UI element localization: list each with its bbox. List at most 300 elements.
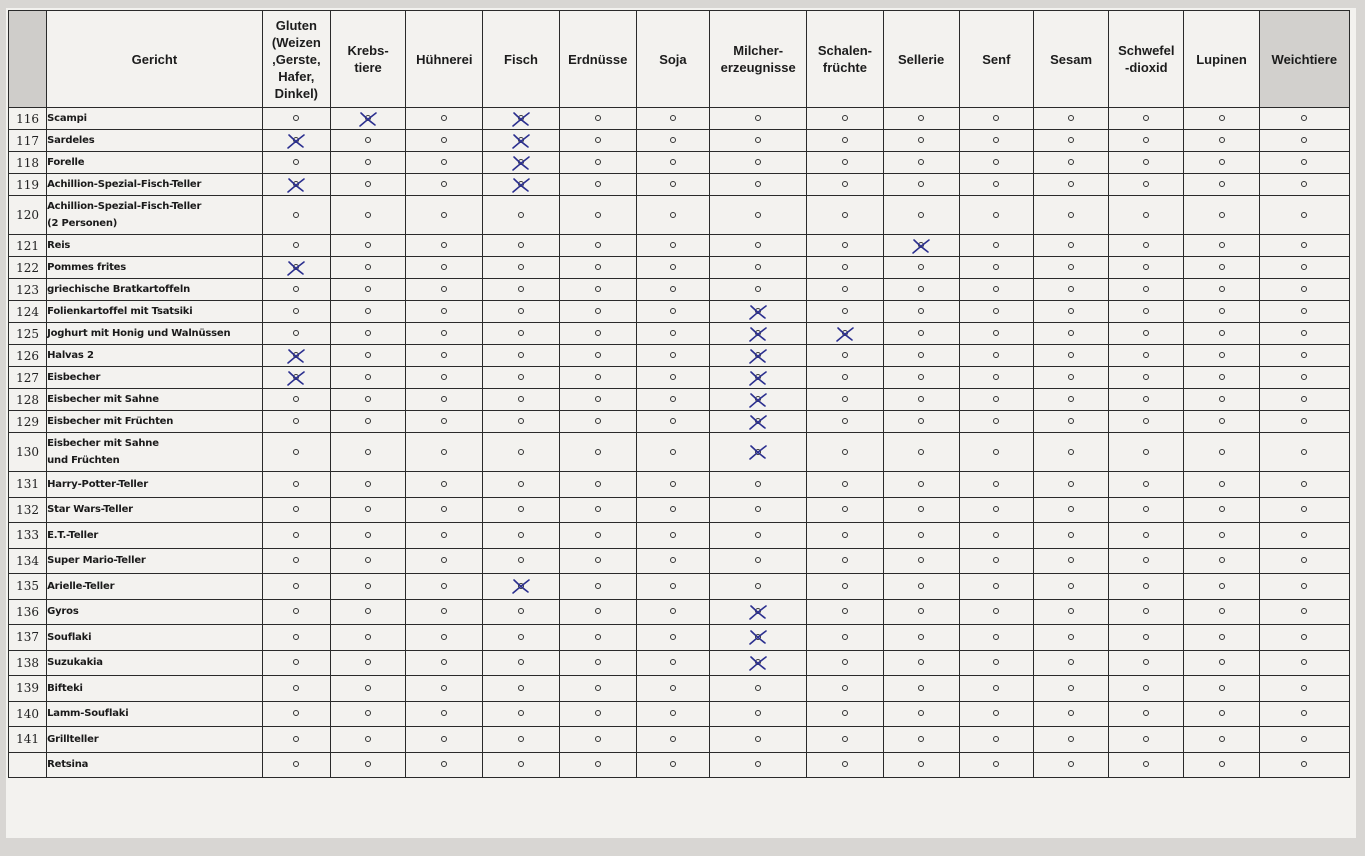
allergen-cell	[710, 574, 807, 600]
circle-icon	[1219, 659, 1225, 665]
allergen-cell	[959, 433, 1033, 472]
circle-icon	[670, 137, 676, 143]
cross-mark-icon	[747, 325, 769, 343]
circle-icon	[365, 396, 371, 402]
allergen-cell	[1109, 345, 1184, 367]
allergen-cell	[1259, 727, 1349, 753]
circle-icon	[1068, 608, 1074, 614]
circle-icon	[293, 481, 299, 487]
circle-icon	[1143, 761, 1149, 767]
circle-icon	[1219, 330, 1225, 336]
dish-number: 120	[9, 196, 47, 235]
allergen-cell	[330, 411, 405, 433]
allergen-cell	[710, 174, 807, 196]
circle-icon	[1143, 181, 1149, 187]
allergen-cell	[883, 389, 959, 411]
allergen-cell	[807, 367, 883, 389]
circle-icon	[670, 242, 676, 248]
circle-icon	[1301, 374, 1307, 380]
circle-icon	[1301, 159, 1307, 165]
circle-icon	[293, 308, 299, 314]
allergen-cell	[636, 701, 709, 727]
allergen-cell	[262, 433, 330, 472]
allergen-cell	[262, 389, 330, 411]
dish-number: 129	[9, 411, 47, 433]
allergen-cell	[636, 472, 709, 498]
circle-icon	[441, 396, 447, 402]
cross-mark-icon	[285, 259, 307, 277]
circle-icon	[670, 264, 676, 270]
circle-icon	[518, 449, 524, 455]
allergen-cell	[483, 389, 559, 411]
allergen-cell	[559, 472, 636, 498]
allergen-cell	[1184, 727, 1259, 753]
allergen-cell	[483, 433, 559, 472]
circle-icon	[1301, 330, 1307, 336]
circle-icon	[1068, 557, 1074, 563]
allergen-cell	[710, 433, 807, 472]
circle-icon	[1068, 418, 1074, 424]
allergen-cell	[330, 701, 405, 727]
allergen-cell	[262, 108, 330, 130]
allergen-cell	[710, 130, 807, 152]
allergen-cell	[883, 650, 959, 676]
circle-icon	[918, 181, 924, 187]
dish-name: Gyros	[47, 599, 263, 625]
circle-icon	[918, 352, 924, 358]
allergen-cell	[710, 152, 807, 174]
circle-icon	[842, 506, 848, 512]
circle-icon	[993, 115, 999, 121]
allergen-cell	[710, 279, 807, 301]
circle-icon	[1068, 736, 1074, 742]
circle-icon	[441, 710, 447, 716]
allergen-cell	[1184, 523, 1259, 549]
circle-icon	[1143, 330, 1149, 336]
allergen-cell	[559, 235, 636, 257]
allergen-cell	[1033, 411, 1108, 433]
allergen-cell	[1259, 130, 1349, 152]
circle-icon	[441, 557, 447, 563]
circle-icon	[755, 481, 761, 487]
circle-icon	[365, 532, 371, 538]
circle-icon	[518, 242, 524, 248]
circle-icon	[842, 449, 848, 455]
circle-icon	[293, 532, 299, 538]
allergen-cell	[559, 701, 636, 727]
allergen-cell	[1109, 152, 1184, 174]
circle-icon	[1143, 736, 1149, 742]
allergen-cell	[807, 599, 883, 625]
circle-icon	[918, 330, 924, 336]
allergen-cell	[406, 301, 483, 323]
circle-icon	[365, 418, 371, 424]
dish-number: 127	[9, 367, 47, 389]
dish-name: Scampi	[47, 108, 263, 130]
circle-icon	[293, 583, 299, 589]
circle-icon	[993, 418, 999, 424]
circle-icon	[518, 212, 524, 218]
allergen-cell	[262, 497, 330, 523]
allergen-cell	[406, 625, 483, 651]
allergen-cell	[262, 599, 330, 625]
allergen-cell	[1033, 389, 1108, 411]
circle-icon	[441, 685, 447, 691]
allergen-cell	[406, 235, 483, 257]
cross-mark-icon	[510, 176, 532, 194]
allergen-cell	[1109, 433, 1184, 472]
allergen-cell	[330, 574, 405, 600]
circle-icon	[293, 330, 299, 336]
circle-icon	[670, 736, 676, 742]
circle-icon	[518, 659, 524, 665]
circle-icon	[993, 710, 999, 716]
dish-name: Retsina	[47, 752, 263, 778]
circle-icon	[365, 481, 371, 487]
allergen-cell	[883, 676, 959, 702]
allergen-cell	[636, 389, 709, 411]
allergen-cell	[1033, 752, 1108, 778]
allergen-cell	[807, 625, 883, 651]
circle-icon	[1068, 506, 1074, 512]
allergen-cell	[483, 130, 559, 152]
allergen-cell	[1184, 108, 1259, 130]
allergen-cell	[262, 279, 330, 301]
allergen-cell	[406, 548, 483, 574]
circle-icon	[842, 710, 848, 716]
allergen-cell	[483, 625, 559, 651]
circle-icon	[918, 286, 924, 292]
header-allergen: Schalen- früchte	[807, 11, 883, 108]
circle-icon	[670, 396, 676, 402]
circle-icon	[1219, 308, 1225, 314]
cross-mark-icon	[285, 347, 307, 365]
allergen-cell	[1259, 235, 1349, 257]
circle-icon	[1143, 286, 1149, 292]
circle-icon	[1219, 532, 1225, 538]
circle-icon	[993, 330, 999, 336]
circle-icon	[1219, 506, 1225, 512]
allergen-cell	[1184, 130, 1259, 152]
allergen-cell	[1184, 345, 1259, 367]
allergen-cell	[636, 599, 709, 625]
dish-number: 121	[9, 235, 47, 257]
circle-icon	[918, 710, 924, 716]
allergen-cell	[1259, 367, 1349, 389]
circle-icon	[595, 181, 601, 187]
allergen-cell	[406, 279, 483, 301]
dish-name: Bifteki	[47, 676, 263, 702]
circle-icon	[755, 761, 761, 767]
allergen-cell	[883, 497, 959, 523]
circle-icon	[755, 583, 761, 589]
allergen-cell	[262, 752, 330, 778]
allergen-cell	[883, 727, 959, 753]
circle-icon	[993, 352, 999, 358]
dish-name: Achillion-Spezial-Fisch-Teller	[47, 174, 263, 196]
allergen-cell	[710, 301, 807, 323]
allergen-cell	[262, 472, 330, 498]
circle-icon	[993, 557, 999, 563]
allergen-cell	[1109, 625, 1184, 651]
circle-icon	[918, 264, 924, 270]
circle-icon	[842, 137, 848, 143]
header-allergen: Soja	[636, 11, 709, 108]
dish-name: Achillion-Spezial-Fisch-Teller (2 Personen)	[47, 196, 263, 235]
circle-icon	[1143, 532, 1149, 538]
circle-icon	[1068, 286, 1074, 292]
circle-icon	[365, 634, 371, 640]
dish-name: Lamm-Souflaki	[47, 701, 263, 727]
allergen-cell	[807, 235, 883, 257]
header-allergen: Erdnüsse	[559, 11, 636, 108]
circle-icon	[1301, 352, 1307, 358]
allergen-cell	[406, 108, 483, 130]
circle-icon	[293, 710, 299, 716]
allergen-cell	[1184, 235, 1259, 257]
allergen-cell	[406, 389, 483, 411]
circle-icon	[842, 583, 848, 589]
circle-icon	[1068, 583, 1074, 589]
circle-icon	[441, 242, 447, 248]
circle-icon	[918, 159, 924, 165]
table-row	[9, 625, 1350, 651]
circle-icon	[595, 418, 601, 424]
circle-icon	[1143, 583, 1149, 589]
dish-number: 136	[9, 599, 47, 625]
circle-icon	[1143, 137, 1149, 143]
allergen-cell	[807, 650, 883, 676]
circle-icon	[518, 418, 524, 424]
circle-icon	[993, 159, 999, 165]
allergen-cell	[1109, 301, 1184, 323]
allergen-cell	[1033, 323, 1108, 345]
circle-icon	[993, 481, 999, 487]
allergen-cell	[406, 257, 483, 279]
circle-icon	[1068, 634, 1074, 640]
circle-icon	[518, 308, 524, 314]
circle-icon	[842, 159, 848, 165]
allergen-cell	[807, 345, 883, 367]
circle-icon	[1068, 396, 1074, 402]
circle-icon	[670, 115, 676, 121]
circle-icon	[842, 418, 848, 424]
allergen-cell	[1184, 676, 1259, 702]
allergen-cell	[1259, 389, 1349, 411]
header-number-cell	[9, 11, 47, 108]
allergen-cell	[636, 548, 709, 574]
circle-icon	[518, 710, 524, 716]
circle-icon	[993, 137, 999, 143]
circle-icon	[595, 374, 601, 380]
circle-icon	[1219, 449, 1225, 455]
dish-number: 123	[9, 279, 47, 301]
circle-icon	[918, 583, 924, 589]
dish-name: Eisbecher mit Sahne und Früchten	[47, 433, 263, 472]
circle-icon	[365, 330, 371, 336]
circle-icon	[1143, 212, 1149, 218]
allergen-cell	[883, 196, 959, 235]
circle-icon	[595, 286, 601, 292]
allergen-cell	[406, 497, 483, 523]
allergen-cell	[1109, 411, 1184, 433]
allergen-cell	[883, 625, 959, 651]
circle-icon	[1301, 506, 1307, 512]
allergen-cell	[483, 752, 559, 778]
allergen-cell	[1184, 411, 1259, 433]
circle-icon	[755, 685, 761, 691]
allergen-cell	[1033, 625, 1108, 651]
allergen-cell	[559, 279, 636, 301]
allergen-cell	[483, 701, 559, 727]
table-row	[9, 389, 1350, 411]
dish-name: Suzukakia	[47, 650, 263, 676]
allergen-cell	[262, 130, 330, 152]
allergen-cell	[406, 345, 483, 367]
allergen-cell	[330, 472, 405, 498]
allergen-cell	[959, 174, 1033, 196]
allergen-cell	[807, 676, 883, 702]
circle-icon	[1219, 710, 1225, 716]
allergen-cell	[559, 130, 636, 152]
allergen-cell	[1184, 497, 1259, 523]
cross-mark-icon	[747, 603, 769, 621]
circle-icon	[595, 608, 601, 614]
allergen-cell	[406, 599, 483, 625]
allergen-cell	[330, 345, 405, 367]
circle-icon	[842, 242, 848, 248]
circle-icon	[365, 137, 371, 143]
allergen-cell	[959, 367, 1033, 389]
circle-icon	[755, 159, 761, 165]
circle-icon	[595, 557, 601, 563]
allergen-cell	[262, 235, 330, 257]
circle-icon	[365, 242, 371, 248]
allergen-cell	[330, 650, 405, 676]
circle-icon	[1301, 659, 1307, 665]
allergen-cell	[959, 257, 1033, 279]
allergen-cell	[262, 727, 330, 753]
circle-icon	[365, 506, 371, 512]
allergen-cell	[959, 625, 1033, 651]
circle-icon	[755, 506, 761, 512]
circle-icon	[1068, 264, 1074, 270]
allergen-cell	[883, 279, 959, 301]
allergen-cell	[483, 650, 559, 676]
circle-icon	[842, 286, 848, 292]
circle-icon	[441, 659, 447, 665]
circle-icon	[918, 212, 924, 218]
table-row	[9, 574, 1350, 600]
allergen-cell	[807, 389, 883, 411]
allergen-cell	[1109, 574, 1184, 600]
circle-icon	[993, 449, 999, 455]
circle-icon	[1301, 115, 1307, 121]
circle-icon	[518, 532, 524, 538]
allergen-cell	[1184, 152, 1259, 174]
allergen-cell	[483, 152, 559, 174]
allergen-cell	[262, 301, 330, 323]
dish-name: Eisbecher	[47, 367, 263, 389]
circle-icon	[1068, 532, 1074, 538]
allergen-cell	[636, 433, 709, 472]
allergen-cell	[1184, 599, 1259, 625]
circle-icon	[1219, 608, 1225, 614]
circle-icon	[993, 532, 999, 538]
circle-icon	[293, 761, 299, 767]
allergen-cell	[559, 411, 636, 433]
dish-number: 130	[9, 433, 47, 472]
header-allergen: Schwefel -dioxid	[1109, 11, 1184, 108]
circle-icon	[518, 685, 524, 691]
allergen-cell	[883, 701, 959, 727]
allergen-cell	[330, 625, 405, 651]
circle-icon	[1068, 374, 1074, 380]
circle-icon	[595, 634, 601, 640]
circle-icon	[670, 685, 676, 691]
circle-icon	[670, 352, 676, 358]
circle-icon	[365, 286, 371, 292]
circle-icon	[293, 115, 299, 121]
allergen-cell	[1033, 548, 1108, 574]
allergen-cell	[1109, 196, 1184, 235]
allergen-cell	[483, 301, 559, 323]
circle-icon	[1068, 181, 1074, 187]
circle-icon	[1068, 159, 1074, 165]
circle-icon	[670, 481, 676, 487]
allergen-cell	[483, 497, 559, 523]
allergen-cell	[959, 727, 1033, 753]
circle-icon	[993, 761, 999, 767]
dish-name: Sardeles	[47, 130, 263, 152]
allergen-table	[8, 10, 1350, 778]
allergen-cell	[406, 152, 483, 174]
circle-icon	[595, 352, 601, 358]
allergen-cell	[959, 301, 1033, 323]
allergen-cell	[883, 574, 959, 600]
allergen-cell	[406, 411, 483, 433]
circle-icon	[670, 330, 676, 336]
dish-number: 125	[9, 323, 47, 345]
table-row	[9, 235, 1350, 257]
circle-icon	[918, 137, 924, 143]
circle-icon	[670, 506, 676, 512]
table-row	[9, 752, 1350, 778]
circle-icon	[293, 286, 299, 292]
header-allergen: Lupinen	[1184, 11, 1259, 108]
header-allergen: Sellerie	[883, 11, 959, 108]
allergen-cell	[959, 472, 1033, 498]
circle-icon	[1068, 481, 1074, 487]
allergen-cell	[330, 599, 405, 625]
circle-icon	[441, 481, 447, 487]
allergen-cell	[636, 523, 709, 549]
circle-icon	[1219, 352, 1225, 358]
circle-icon	[1301, 685, 1307, 691]
allergen-cell	[1259, 108, 1349, 130]
circle-icon	[755, 212, 761, 218]
cross-mark-icon	[510, 132, 532, 150]
allergen-cell	[330, 497, 405, 523]
circle-icon	[365, 449, 371, 455]
circle-icon	[595, 396, 601, 402]
allergen-cell	[406, 174, 483, 196]
allergen-cell	[1259, 257, 1349, 279]
circle-icon	[1301, 634, 1307, 640]
allergen-cell	[262, 152, 330, 174]
allergen-cell	[406, 323, 483, 345]
circle-icon	[993, 374, 999, 380]
